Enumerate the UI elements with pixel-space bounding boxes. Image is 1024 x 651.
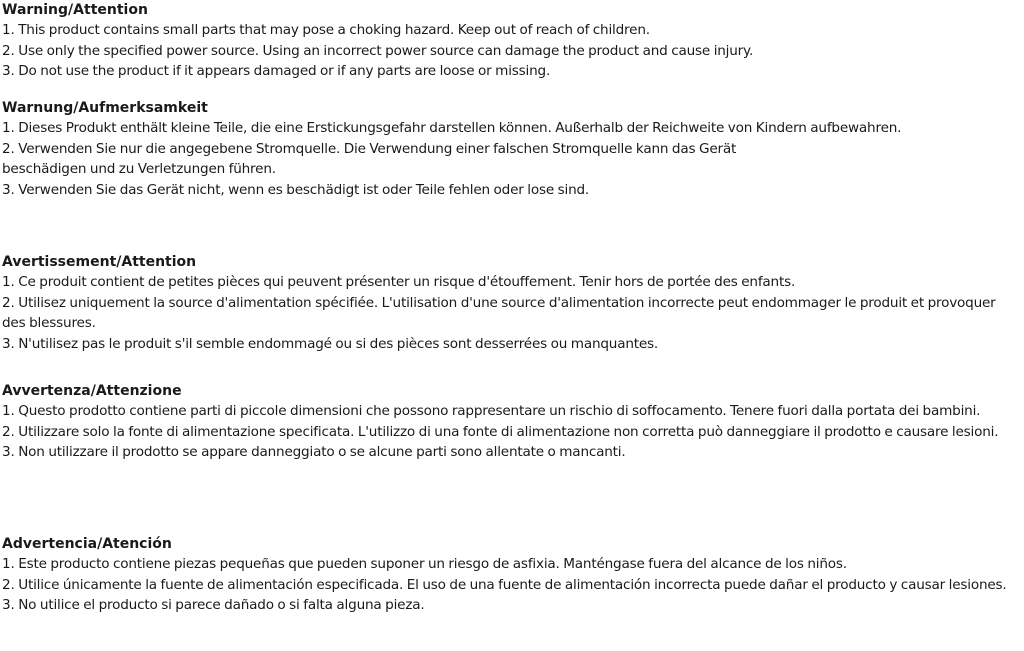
warning-item: 3. Non utilizzare il prodotto se appare danneggiato o se alcune parti sono allentate o mancanti.: [2, 444, 626, 460]
warning-section-fr: [2, 252, 1022, 354]
warning-section-es: [2, 534, 1022, 616]
section-heading: Avvertenza/Attenzione: [2, 383, 182, 399]
warning-item: 2. Verwenden Sie nur die angegebene Stromquelle. Die Verwendung einer falschen Stromquelle kann das Gerät: [2, 140, 737, 157]
warning-item: 3. N'utilisez pas le produit s'il semble endommagé ou si des pièces sont desserrées ou manquantes.: [2, 335, 659, 352]
section-heading: Avertissement/Attention: [2, 254, 197, 270]
warning-item: 1. Ce produit contient de petites pièces qui peuvent présenter un risque d'étouffement. Tenir hors de portée des enfants.: [2, 274, 796, 290]
warning-item: 2. Utilizzare solo la fonte di alimentazione specificata. L'utilizzo di una fonte di alimentazione non corretta può danneggiare il prodotto e causare lesioni.: [2, 423, 999, 440]
warning-item: 3. No utilice el producto si parece dañado o si falta alguna pieza.: [2, 597, 425, 613]
warning-item: 2. Utilice únicamente la fuente de alimentación especificada. El uso de una fuente de alimentación incorrecta puede dañar el producto y causar lesiones.: [2, 576, 1007, 593]
warning-item: 3. Do not use the product if it appears damaged or if any parts are loose or missing.: [2, 63, 551, 79]
section-heading: Warning/Attention: [2, 2, 148, 18]
warning-item: beschädigen und zu Verletzungen führen.: [2, 161, 276, 177]
section-heading: Warnung/Aufmerksamkeit: [2, 100, 208, 116]
warning-section-de: [2, 98, 1022, 200]
warning-item: 3. Verwenden Sie das Gerät nicht, wenn es beschädigt ist oder Teile fehlen oder lose sind.: [2, 181, 590, 198]
warning-item: 1. Este producto contiene piezas pequeñas que pueden suponer un riesgo de asfixia. Manténgase fuera del alcance de los niños.: [2, 556, 847, 572]
warning-section-en: [2, 0, 1022, 82]
warning-item: 1. Questo prodotto contiene parti di piccole dimensioni che possono rappresentare un rischio di soffocamento. Tenere fuori dalla portata dei bambini.: [2, 403, 981, 419]
warning-item: 2. Utilisez uniquement la source d'alimentation spécifiée. L'utilisation d'une source d'alimentation incorrecte peut endommager le produit et provoquer des blessures.: [2, 294, 996, 331]
section-heading: Advertencia/Atención: [2, 536, 172, 552]
warning-item: 2. Use only the specified power source. Using an incorrect power source can damage the product and cause injury.: [2, 42, 754, 59]
warning-item: 1. This product contains small parts that may pose a choking hazard. Keep out of reach of children.: [2, 22, 650, 38]
warning-item: 1. Dieses Produkt enthält kleine Teile, die eine Erstickungsgefahr darstellen können. Außerhalb der Reichweite von Kindern aufbewahren.: [2, 120, 902, 136]
warning-section-it: [2, 381, 1022, 463]
